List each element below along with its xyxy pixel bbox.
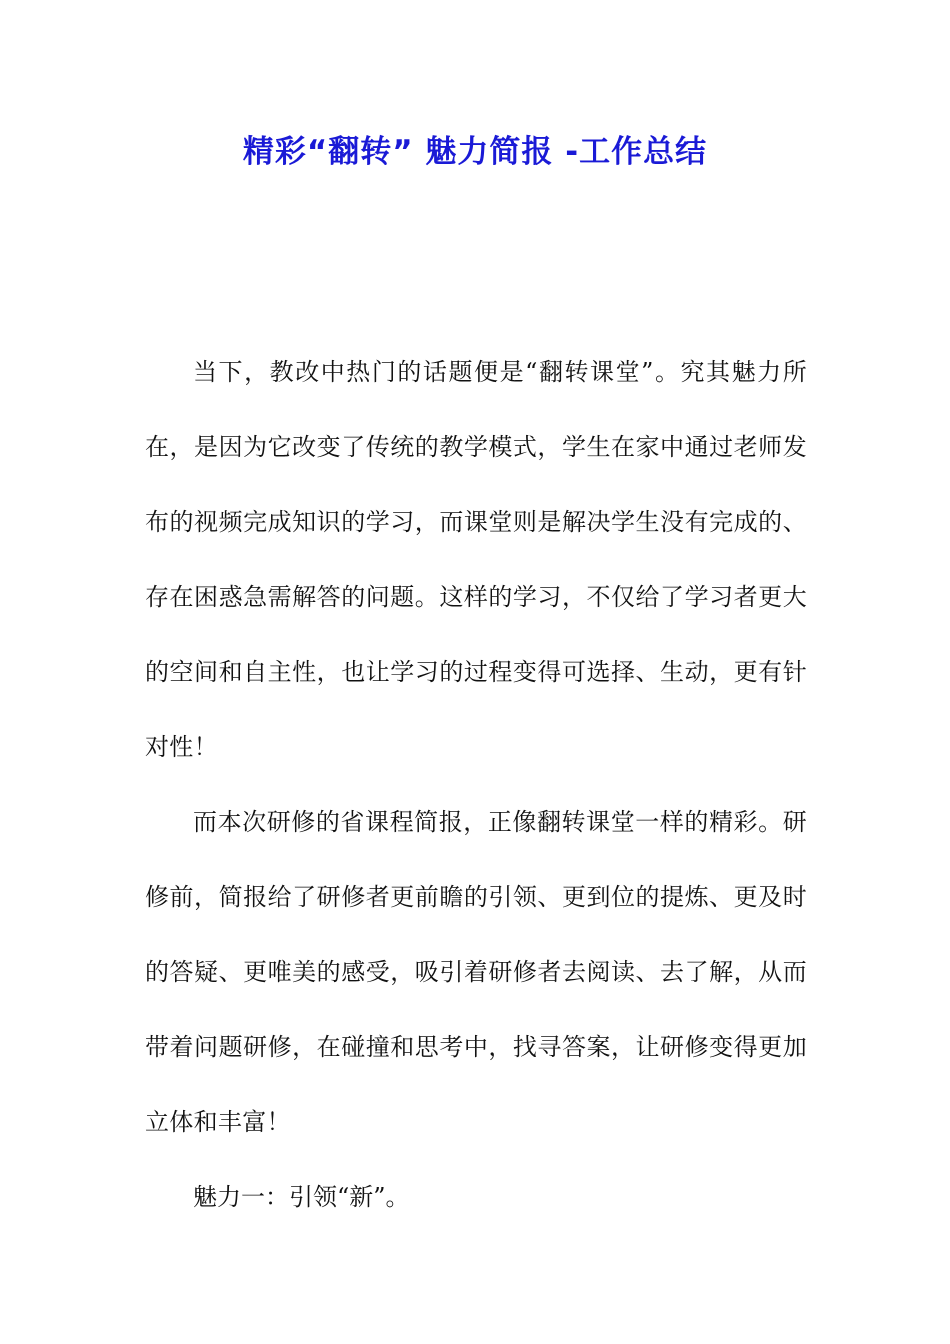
section-heading-charm-one: 魅力一：引领“新”。 (193, 1183, 410, 1211)
document-title: 精彩“翻转” 魅力简报 -工作总结 (242, 134, 708, 170)
paragraph-briefing: 而本次研修的省课程简报，正像翻转课堂一样的精彩。研修前，简报给了研修者更前瞻的引领、更到位的提炼、更及时的答疑、更唯美的感受，吸引着研修者去阅读、去了解，从而带着问题研修，在碰撞和思考中，找寻答案，让研修变得更加立体和丰富！ (145, 808, 807, 1136)
paragraph-intro: 当下，教改中热门的话题便是“翻转课堂”。究其魅力所在，是因为它改变了传统的教学模式，学生在家中通过老师发布的视频完成知识的学习，而课堂则是解决学生没有完成的、存在困惑急需解答的问题。这样的学习，不仅给了学习者更大的空间和自主性，也让学习的过程变得可选择、生动，更有针对性！ (145, 358, 807, 761)
document-body (145, 335, 807, 1235)
